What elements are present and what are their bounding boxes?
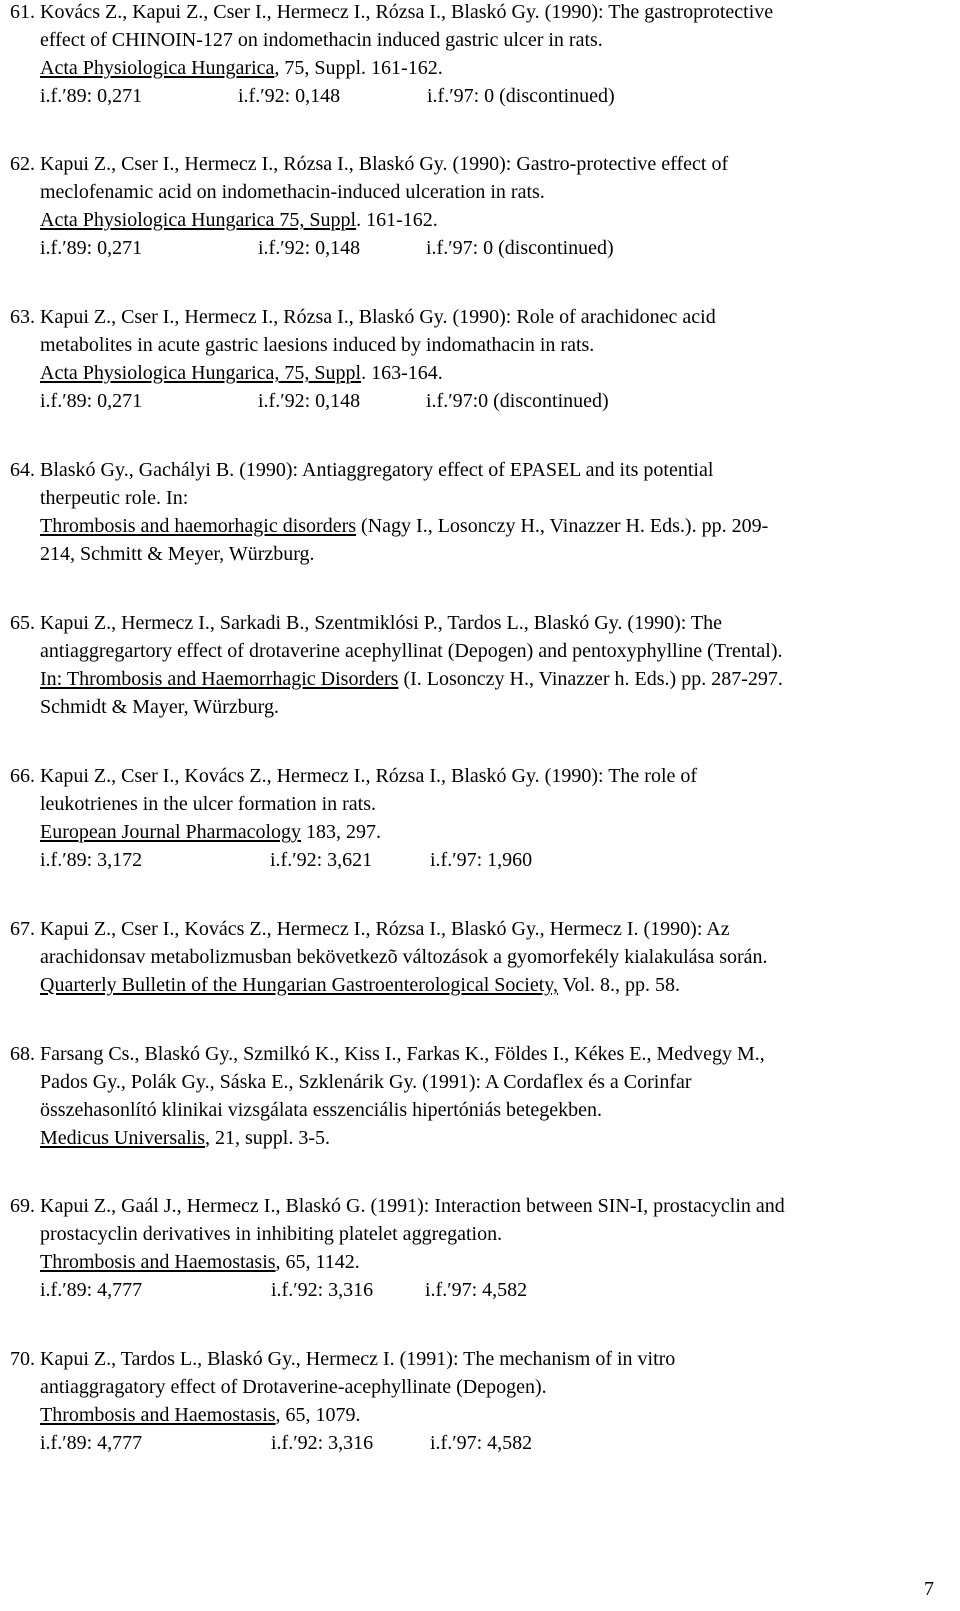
- reference-number: 64.: [10, 459, 35, 481]
- impact-factor-92: i.f.′92: 0,148: [258, 237, 361, 259]
- impact-factor-row: [40, 1431, 940, 1455]
- impact-factor-92: i.f.′92: 0,148: [238, 85, 341, 107]
- impact-factor-97: i.f.′97: 4,582: [430, 1432, 533, 1454]
- reference-title-cont: leukotrienes in the ulcer formation in rats.: [40, 793, 377, 815]
- journal-details: . 163-164.: [361, 362, 443, 384]
- journal-name: European Journal Pharmacology: [40, 821, 302, 843]
- reference-number: 69.: [10, 1195, 35, 1217]
- journal-details: , 65, 1079.: [275, 1404, 361, 1426]
- book-details: (Nagy I., Losonczy H., Vinazzer H. Eds.). pp. 209-: [356, 515, 769, 537]
- publisher-line: Schmidt & Mayer, Würzburg.: [40, 696, 279, 718]
- reference-authors-title: Farsang Cs., Blaskó Gy., Szmilkó K., Kiss I., Farkas K., Földes I., Kékes E., Medvegy M.,: [40, 1043, 765, 1065]
- reference-number: 62.: [10, 153, 35, 175]
- reference-authors-title: Kovács Z., Kapui Z., Cser I., Hermecz I., Rózsa I., Blaskó Gy. (1990): The gastroprotective: [40, 1, 774, 23]
- impact-factor-97: i.f.′97: 4,582: [425, 1279, 528, 1301]
- reference-number: 66.: [10, 765, 35, 787]
- reference-number: 70.: [10, 1348, 35, 1370]
- impact-factor-92: i.f.′92: 3,316: [271, 1432, 374, 1454]
- impact-factor-97: i.f.′97: 0 (discontinued): [427, 85, 615, 107]
- journal-name: Thrombosis and Haemostasis: [40, 1251, 276, 1273]
- impact-factor-92: i.f.′92: 3,316: [271, 1279, 374, 1301]
- reference-number: 68.: [10, 1043, 35, 1065]
- impact-factor-row: [40, 848, 940, 872]
- reference-authors-cont: Pados Gy., Polák Gy., Sáska E., Szklenárik Gy. (1991): A Cordaflex és a Corinfar: [40, 1071, 692, 1093]
- impact-factor-89: i.f.′89: 0,271: [40, 390, 143, 412]
- reference-number: 65.: [10, 612, 35, 634]
- reference-title-cont: prostacyclin derivatives in inhibiting platelet aggregation.: [40, 1223, 503, 1245]
- book-title: Thrombosis and haemorhagic disorders: [40, 515, 357, 537]
- reference-title-cont: meclofenamic acid on indomethacin-induced ulceration in rats.: [40, 181, 545, 203]
- impact-factor-92: i.f.′92: 3,621: [270, 849, 373, 871]
- page-number: 7: [924, 1578, 934, 1600]
- reference-title-cont: metabolites in acute gastric laesions induced by indomathacin in rats.: [40, 334, 595, 356]
- reference-authors-title: Kapui Z., Cser I., Kovács Z., Hermecz I., Rózsa I., Blaskó Gy. (1990): The role of: [40, 765, 698, 787]
- impact-factor-row: [40, 236, 940, 260]
- impact-factor-89: i.f.′89: 0,271: [40, 85, 143, 107]
- reference-number: 63.: [10, 306, 35, 328]
- journal-name: Medicus Universalis: [40, 1127, 205, 1149]
- impact-factor-row: [40, 1278, 940, 1302]
- reference-authors-title: Blaskó Gy., Gachályi B. (1990): Antiaggregatory effect of EPASEL and its potential: [40, 459, 714, 481]
- reference-title-cont: antiaggregartory effect of drotaverine acephyllinat (Depogen) and pentoxyphylline (Trental).: [40, 640, 783, 662]
- journal-name: Acta Physiologica Hungarica 75, Suppl: [40, 209, 357, 231]
- reference-authors-title: Kapui Z., Cser I., Hermecz I., Rózsa I., Blaskó Gy. (1990): Role of arachidonec acid: [40, 306, 716, 328]
- impact-factor-97: i.f.′97: 0 (discontinued): [426, 237, 614, 259]
- impact-factor-89: i.f.′89: 3,172: [40, 849, 143, 871]
- journal-details: . 161-162.: [356, 209, 438, 231]
- reference-number: 67.: [10, 918, 35, 940]
- impact-factor-92: i.f.′92: 0,148: [258, 390, 361, 412]
- book-title: In: Thrombosis and Haemorrhagic Disorders: [40, 668, 399, 690]
- journal-details: , 75, Suppl. 161-162.: [274, 57, 443, 79]
- journal-details: , 65, 1142.: [275, 1251, 360, 1273]
- journal-details: , 21, suppl. 3-5.: [204, 1127, 330, 1149]
- journal-name: Quarterly Bulletin of the Hungarian Gastroenterological Society,: [40, 974, 558, 996]
- reference-authors-title: Kapui Z., Hermecz I., Sarkadi B., Szentmiklósi P., Tardos L., Blaskó Gy. (1990): The: [40, 612, 723, 634]
- book-details: (I. Losonczy H., Vinazzer h. Eds.) pp. 287-297.: [398, 668, 783, 690]
- impact-factor-89: i.f.′89: 4,777: [40, 1432, 143, 1454]
- impact-factor-97: i.f.′97:0 (discontinued): [426, 390, 609, 412]
- impact-factor-89: i.f.′89: 0,271: [40, 237, 143, 259]
- reference-authors-title: Kapui Z., Cser I., Hermecz I., Rózsa I., Blaskó Gy. (1990): Gastro-protective effect of: [40, 153, 729, 175]
- publisher-line: 214, Schmitt & Meyer, Würzburg.: [40, 543, 315, 565]
- reference-authors-title: Kapui Z., Cser I., Kovács Z., Hermecz I., Rózsa I., Blaskó Gy., Hermecz I. (1990): Az: [40, 918, 730, 940]
- reference-authors-title: Kapui Z., Tardos L., Blaskó Gy., Hermecz I. (1991): The mechanism of in vitro: [40, 1348, 676, 1370]
- reference-number: 61.: [10, 1, 35, 23]
- reference-title-cont: effect of CHINOIN-127 on indomethacin induced gastric ulcer in rats.: [40, 29, 603, 51]
- journal-name: Acta Physiologica Hungarica: [40, 57, 275, 79]
- journal-name: Thrombosis and Haemostasis: [40, 1404, 276, 1426]
- reference-title-cont: összehasonlító klinikai vizsgálata esszenciális hipertóniás betegekben.: [40, 1099, 603, 1121]
- impact-factor-97: i.f.′97: 1,960: [430, 849, 533, 871]
- impact-factor-row: [40, 389, 940, 413]
- journal-details: Vol. 8., pp. 58.: [558, 974, 681, 996]
- reference-title-cont: antiaggragatory effect of Drotaverine-acephyllinate (Depogen).: [40, 1376, 547, 1398]
- journal-details: 183, 297.: [301, 821, 382, 843]
- impact-factor-row: [40, 84, 940, 108]
- reference-title-cont: arachidonsav metabolizmusban bekövetkezõ változások a gyomorfekély kialakulása során.: [40, 946, 768, 968]
- impact-factor-89: i.f.′89: 4,777: [40, 1279, 143, 1301]
- reference-authors-title: Kapui Z., Gaál J., Hermecz I., Blaskó G. (1991): Interaction between SIN-I, prostacyclin and: [40, 1195, 785, 1217]
- reference-title-cont: therpeutic role. In:: [40, 487, 189, 509]
- journal-name: Acta Physiologica Hungarica, 75, Suppl: [40, 362, 362, 384]
